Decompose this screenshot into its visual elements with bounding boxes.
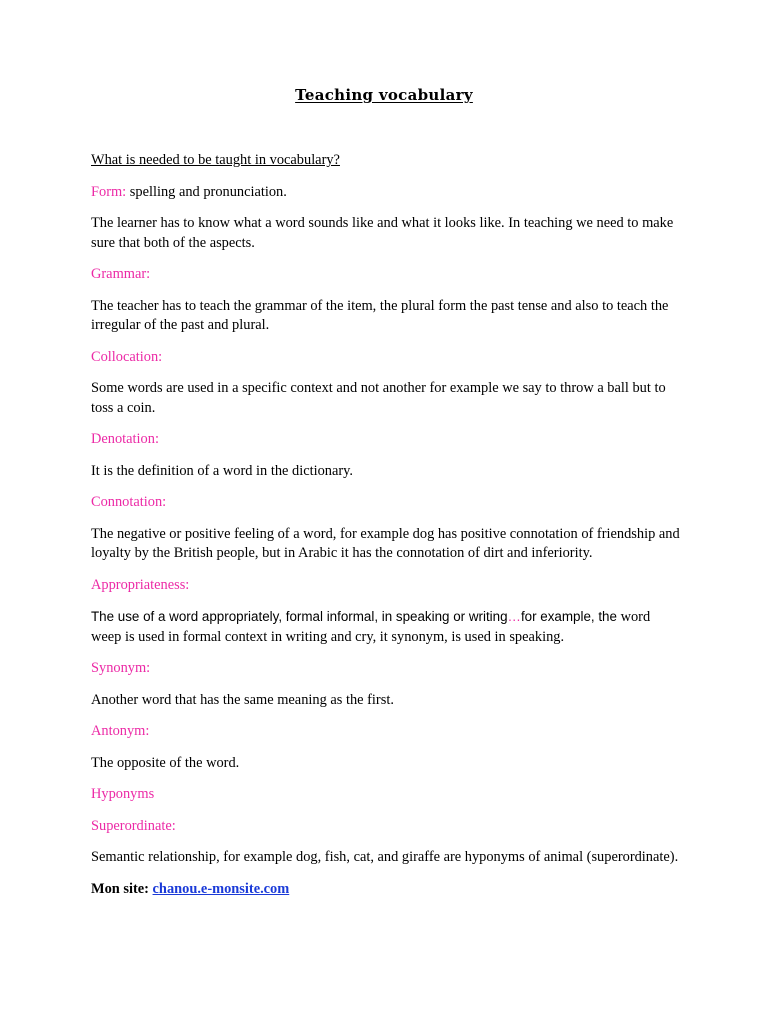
appropriateness-text-part2: for example, the	[520, 609, 617, 624]
connotation-label: Connotation:	[91, 494, 167, 510]
collocation-label: Collocation:	[91, 348, 163, 365]
site-link[interactable]: chanou.e-monsite.com	[152, 880, 290, 897]
document-title: Teaching vocabulary	[295, 86, 473, 104]
antonym-text: The opposite of the word.	[91, 754, 240, 771]
grammar-label: Grammar:	[91, 266, 151, 282]
synonym-label: Synonym:	[91, 660, 151, 676]
appropriateness-label: Appropriateness:	[91, 576, 190, 593]
synonym-text: Another word that has the same meaning as the first.	[91, 691, 394, 708]
superordinate-text: Semantic relationship, for example dog, fish, cat, and giraffe are hyponyms of animal (superordinate).	[91, 849, 679, 865]
form-label: Form:	[91, 183, 127, 200]
appropriateness-text	[91, 607, 681, 647]
appropriateness-text-part3: word weep is used in formal context in writing and cry, it synonym, is used in speaking.	[91, 609, 651, 645]
site-line	[91, 880, 681, 900]
hyponyms-label: Hyponyms	[91, 786, 155, 802]
section-question: What is needed to be taught in vocabulary?	[91, 152, 340, 168]
collocation-text: Some words are used in a specific context and not another for example we say to throw a ball but to toss a coin.	[91, 380, 666, 416]
antonym-label: Antonym:	[91, 723, 150, 739]
connotation-text: The negative or positive feeling of a word, for example dog has positive connotation of friendship and loyalty by the British people, but in Arabic it has the connotation of dirt and inferiority.	[91, 525, 680, 561]
ellipsis-mark: …	[507, 609, 521, 624]
denotation-text: It is the definition of a word in the dictionary.	[91, 462, 354, 479]
superordinate-label: Superordinate:	[91, 817, 176, 834]
document-body	[91, 151, 681, 899]
form-line	[91, 183, 681, 203]
grammar-text: The teacher has to teach the grammar of the item, the plural form the past tense and also to teach the irregular of the past and plural.	[91, 297, 669, 333]
appropriateness-text-part1: The use of a word appropriately, formal informal, in speaking or writing	[91, 609, 508, 624]
form-description: The learner has to know what a word sounds like and what it looks like. In teaching we need to make sure that both of the aspects.	[91, 215, 674, 251]
form-text: spelling and pronunciation.	[126, 183, 287, 200]
site-prefix: Mon site:	[91, 880, 153, 897]
denotation-label: Denotation:	[91, 431, 159, 447]
